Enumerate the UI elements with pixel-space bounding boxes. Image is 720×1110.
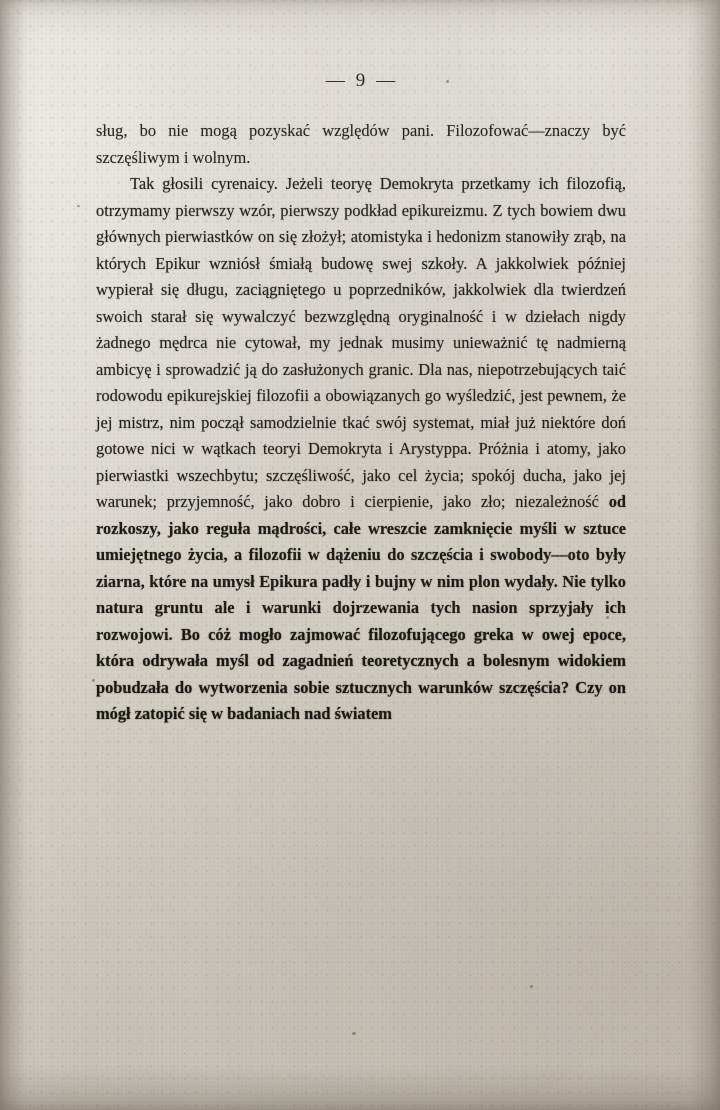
text-column [96,70,626,728]
scan-speck [530,985,533,988]
page-number: 9 [355,70,367,91]
paragraph: sług, bo nie mogą pozyskać względów pani. Filozofować—znaczy być szczęśliwym i wolnym. [96,121,626,167]
page-edge-left-shadow [0,0,26,1110]
scan-speck [92,679,95,682]
scan-speck [77,205,80,207]
page-edge-right-shadow [690,0,720,1110]
page-edge-bottom-shadow [0,1064,720,1110]
scan-speck [352,1032,356,1035]
page-folio [96,70,626,92]
folio-dash-right: — [376,70,397,91]
paragraph: Tak głosili cyrenaicy. Jeżeli teoryę Demokryta przetkamy ich filozofią, otrzymamy pierwszy wzór, pierwszy podkład epikureizmu. Z tych bowiem dwu głównych pierwiastków on się złożył; atomistyka i hedonizm stanowiły zrąb, na których Epikur wzniósł śmiałą budowę swej szkoły. A jakkolwiek później wypierał się długu, zaciągniętego u poprzedników, jakkolwiek dla twierdzeń swoich starał się wywalczyć bezwzględną oryginalność i w dziełach nigdy żadnego mędrca nie cytował, my jednak musimy unieważnić tę nadmierną ambicyę i sprowadzić ją do zasłużonych granic. Dla nas, niepotrzebujących taić rodowodu epikurejskiej filozofii a obowiązanych go wyśledzić, jest pewnem, że jej mistrz, nim począł samodzielnie tkać swój systemat, miał już niektóre doń gotowe nici w wątkach teoryi Demokryta i Arystyppa. Próżnia i atomy, jako pierwiastki wszechbytu; szczęśliwość, jako cel życia; spokój ducha, jako jej warunek; przyjemność, jako dobro i cierpienie, jako zło; niezależność od rozkoszy, jako reguła mądrości, całe wreszcie zamknięcie myśli w sztuce umiejętnego życia, a filozofii w dążeniu do szczęścia i swobody—oto były ziarna, które na umysł Epikura padły i bujny w nim plon wydały. Nie tylko natura gruntu ale i warunki dojrzewania tych nasion sprzyjały ich rozwojowi. Bo cóż mogło zajmować filozofującego greka w owej epoce, która odrywała myśl od zagadnień teoretycznych a bolesnym widokiem pobudzała do wytworzenia sobie sztucznych warunków szczęścia? Czy on mógł zatopić się w badaniach nad światem [96,174,626,723]
folio-dash-left: — [325,70,346,91]
